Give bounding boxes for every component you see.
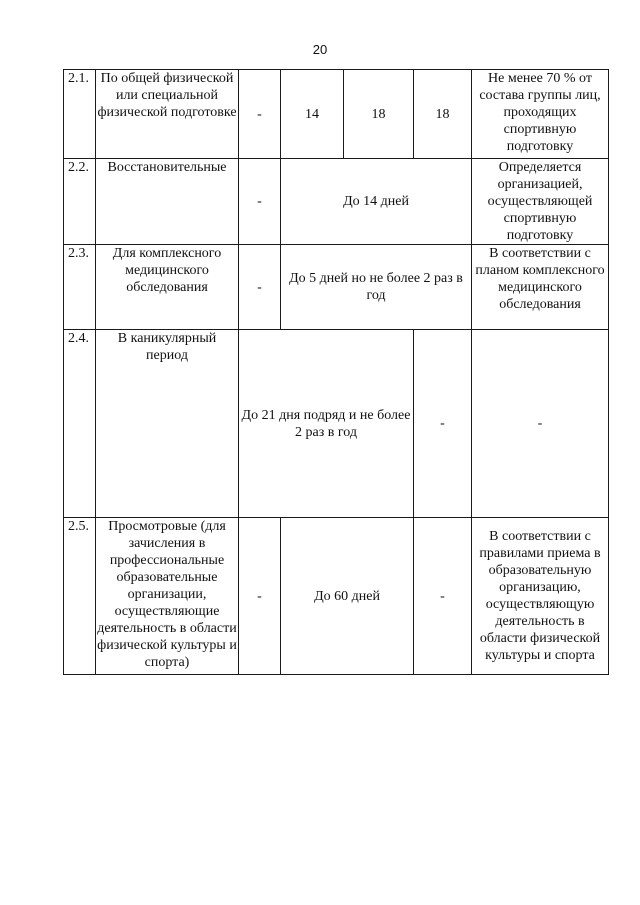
stage-value: 18 xyxy=(344,70,414,159)
row-number: 2.2. xyxy=(64,159,96,245)
table-row xyxy=(64,70,609,159)
stage-value: - xyxy=(239,70,281,159)
camp-type: Просмотровые (для зачисления в профессиональные образовательные организации, осуществляющие деятельность в области физической культуры и спорта) xyxy=(96,518,239,675)
camp-type: По общей физической или специальной физической подготовке xyxy=(96,70,239,159)
duration-merged: До 60 дней xyxy=(281,518,414,675)
stage-value: - xyxy=(414,330,472,518)
duration-merged: До 14 дней xyxy=(281,159,472,245)
row-number: 2.3. xyxy=(64,245,96,330)
table-row xyxy=(64,518,609,675)
row-number: 2.5. xyxy=(64,518,96,675)
duration-merged: До 5 дней но не более 2 раз в год xyxy=(281,245,472,330)
stage-value: 14 xyxy=(281,70,344,159)
participants-note: Не менее 70 % от состава группы лиц, проходящих спортивную подготовку xyxy=(472,70,609,159)
training-camps-table xyxy=(63,69,609,675)
row-number: 2.1. xyxy=(64,70,96,159)
table-row xyxy=(64,245,609,330)
duration-merged: До 21 дня подряд и не более 2 раз в год xyxy=(239,330,414,518)
stage-value: - xyxy=(239,518,281,675)
camp-type: Восстановительные xyxy=(96,159,239,245)
table-row xyxy=(64,330,609,518)
stage-value: - xyxy=(239,159,281,245)
page-number: 20 xyxy=(312,42,328,57)
stage-value: - xyxy=(414,518,472,675)
participants-note: В соответствии с правилами приема в образовательную организацию, осуществляющую деятельность в области физической культуры и спорта xyxy=(472,518,609,675)
stage-value: - xyxy=(472,330,609,518)
camp-type: В каникулярный период xyxy=(96,330,239,518)
table-row xyxy=(64,159,609,245)
participants-note: В соответствии с планом комплексного медицинского обследования xyxy=(472,245,609,330)
stage-value: - xyxy=(239,245,281,330)
participants-note: Определяется организацией, осуществляющей спортивную подготовку xyxy=(472,159,609,245)
stage-value: 18 xyxy=(414,70,472,159)
row-number: 2.4. xyxy=(64,330,96,518)
camp-type: Для комплексного медицинского обследования xyxy=(96,245,239,330)
